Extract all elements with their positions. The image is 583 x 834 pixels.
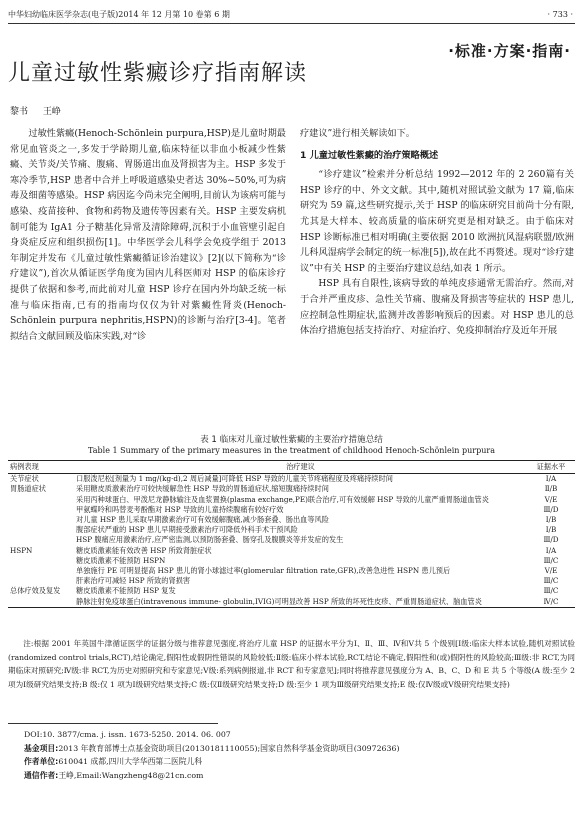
table-row (8, 505, 575, 515)
row-recommendation: 肝素治疗可减轻 HSP 所致的肾损害 (76, 576, 191, 586)
row-evidence-level: Ⅰ/A (545, 545, 557, 555)
row-recommendation: 对儿童 HSP 患儿采取早期激素治疗可有效缓解腹痛,减少肠套叠、肠出血等风险 (76, 515, 329, 525)
row-evidence-level: Ⅲ/C (543, 555, 559, 565)
table-note: 注:根据 2001 年英国牛津循证医学的证据分级与推荐意见强度,将治疗儿童 HSP 的证据水平分为Ⅰ、Ⅱ、Ⅲ、Ⅳ和Ⅴ共 5 个级别[Ⅰ级:临床大样本试验,随机对照试验(randomized control trials,RCT),结论确定,假阳性或假阴性错误的风险较低;Ⅱ级:临床小样本试验,RCT,结论不确定,假阳性和(或)假阴性的风险较高;Ⅲ级:非 RCT,为同期临床对照研究;Ⅳ级:非 RCT,为历史对照研究和专家意见;Ⅴ级:系列病例报道,非 RCT 和专家意见];同时将推荐意见强度分为 A、B、C、D 和 E 共 5 个等级(A 级:至少 2 项为Ⅰ级研究结果支持;B 级:仅 1 项为Ⅰ级研究结果支持;C 级:仅Ⅱ级研究结果支持;D 级:至少 1 项为Ⅲ级研究结果支持;E 级:仅Ⅳ级或Ⅴ级研究结果支持) (8, 639, 575, 689)
row-category: 总体疗效及复发 (10, 586, 61, 596)
row-evidence-level: Ⅲ/D (543, 504, 559, 514)
row-category (8, 576, 74, 586)
body-paragraph: HSP 具有自限性,该病导致的单纯皮疹通常无需治疗。然而,对于合并严重皮疹、急性关节痛、腹痛及肾损害等症状的 HSP 患儿,应控制急性期症状,监测并改善影响预后的因素。对 HSP 患儿的总体治疗措施包括支持治疗、对症治疗、免疫抑制治疗及近年开展 (300, 278, 574, 337)
authors: 黎书 王峥 (10, 107, 61, 117)
article-title: 儿童过敏性紫癜诊疗指南解读 (8, 61, 308, 86)
row-category (8, 597, 74, 608)
row-category (8, 566, 74, 576)
fund-label: 基金项目: (24, 743, 59, 753)
body-left-column (10, 126, 286, 344)
row-recommendation: HSP 腹痛应用激素治疗,应严密监测,以预防肠套叠、肠穿孔及腹膜炎等并发症的发生 (76, 535, 344, 545)
table-row (8, 576, 575, 586)
corr-text: 王峥,Email:Wangzheng48@21cn.com (58, 770, 204, 780)
unit-label: 作者单位: (24, 757, 59, 766)
treatment-table (8, 460, 575, 608)
row-recommendation: 糖皮质激素能有效改善 HSP 所致肾脏症状 (76, 545, 212, 555)
corr-label: 通信作者: (24, 770, 59, 780)
row-recommendation: 糖皮质激素不能预防 HSP 复发 (76, 586, 176, 596)
table-row (8, 535, 575, 545)
column-header: 病例表现 (8, 461, 74, 474)
table-row (8, 546, 575, 556)
table-header-row (8, 461, 575, 474)
column-header: 治疗建议 (74, 461, 527, 474)
table-row (8, 484, 575, 494)
row-category (8, 505, 74, 515)
corresponding-author-line (24, 769, 399, 783)
row-recommendation: 口服泼尼松[剂量为 1 mg/(kg·d),2 周后减量]可降低 HSP 导致的儿童关节疼痛程度及疼痛持续时间 (76, 474, 393, 484)
row-recommendation: 腹部症状严重的 HSP 患儿早期接受激素治疗可降低外科手术干预风险 (76, 525, 298, 535)
row-recommendation: 单独施行 PE 可明显提高 HSP 患儿的肾小球滤过率(glomerular filtration rate,GFR),改善急进性 HSPN 患儿预后 (76, 566, 451, 576)
column-tag: ·标准·方案·指南· (448, 42, 571, 60)
table-caption: 表 1 临床对儿童过敏性紫癜的主要治疗措施总结 (200, 435, 383, 445)
table-row (8, 597, 575, 608)
row-category (8, 525, 74, 535)
doi: DOI:10. 3877/cma. j. issn. 1673-5250. 2014. 06. 007 (24, 730, 231, 739)
row-recommendation: 采用丙种球蛋白、甲泼尼龙静脉输注及血浆置换(plasma exchange,PE)联合治疗,可有效缓解 HSP 导致的儿童严重胃肠道血管炎 (76, 494, 489, 504)
fund-line (24, 742, 399, 756)
row-recommendation: 采用糖皮质激素治疗可较快缓解急性 HSP 导致的胃肠道症状,缩短腹痛持续时间 (76, 484, 329, 494)
table-row (8, 474, 575, 485)
body-right-column (300, 126, 574, 339)
row-evidence-level: Ⅲ/C (543, 576, 559, 586)
row-evidence-level: Ⅴ/E (544, 494, 558, 504)
row-evidence-level: Ⅲ/D (543, 535, 559, 545)
fund-text: 2013 年教育部博士点基金资助项目(20130181110055);国家自然科学基金资助项目(30972636) (58, 743, 400, 753)
unit-text: 610041 成都,四川大学华西第二医院儿科 (58, 757, 203, 766)
table-row (8, 556, 575, 566)
row-category: 胃肠道症状 (10, 484, 46, 494)
running-header (8, 8, 575, 22)
table-row (8, 495, 575, 505)
row-category: HSPN (10, 545, 33, 555)
footnotes (24, 728, 399, 782)
page-number: · 733 · (547, 10, 573, 19)
table-row (8, 566, 575, 576)
footnote-rule (8, 723, 218, 724)
row-category (8, 495, 74, 505)
column-header: 证据水平 (527, 461, 575, 474)
row-category (8, 535, 74, 545)
row-category: 关节症状 (10, 474, 39, 484)
row-evidence-level: Ⅰ/B (545, 525, 557, 535)
table-caption-en: Table 1 Summary of the primary measures in the treatment of childhood Henoch-Schönlein purpura (88, 446, 495, 455)
body-paragraph: “诊疗建议”检索并分析总结 1992—2012 年的 2 260篇有关 HSP 诊疗的中、外文文献。其中,随机对照试验文献为 17 篇,临床研究为 59 篇,这些研究提示,关于 HSP 的临床研究目前尚十分有限,尤其是大样本、较高质量的临床研究更是相对缺乏。由于临床对 HSP 诊断标准已相对明确(主要依据 2010 欧洲抗风湿病联盟/欧洲儿科风湿病学会制定的统一标准[5]),故在此不再赘述。现对“诊疗建议”中有关 HSP 的主要治疗建议总结,如表 1 所示。 (300, 169, 574, 274)
row-category (8, 556, 74, 566)
table-row (8, 586, 575, 596)
intro-paragraph: 过敏性紫癜(Henoch-Schönlein purpura,HSP)是儿童时期最常见血管炎之一,多发于学龄期儿童,临床特征以非血小板减少性紫癜、关节炎/关节痛、腹痛、胃肠道出血及肾损害为主。HSP 多发于寒冷季节,HSP 患者中合并上呼吸道感染史者达 30%~50%,可为病毒及细菌等感染。HSP 病因迄今尚未完全阐明,目前认为该病可能与感染、疫苗接种、食物和药物及遗传等因素有关。HSP 主要发病机制可能为 IgA1 分子糖基化异常及清除障碍,沉积于小血管壁引起自身炎症反应和组织损伤[1]。中华医学会儿科学会免疫学组于 2013 年制定并发布《儿童过敏性紫癜循证诊治建议》[2](以下简称为“诊疗建议”),首次从循证医学角度为国内儿科医师对 HSP 的临床诊疗提供了依据和参考,而此前对儿童 HSP 诊疗在国内外均缺乏统一标准与临床指南,已有的指南均仅仅为针对紫癜性肾炎(Henoch-Schönlein purpura nephritis,HSPN)的诊断与治疗[3-4]。笔者拟结合文献回顾及临床实践,对“诊 (10, 128, 286, 342)
row-evidence-level: Ⅰ/B (545, 515, 557, 525)
row-recommendation: 糖皮质激素不能预防 HSPN (76, 555, 166, 565)
unit-line (24, 755, 399, 769)
row-evidence-level: Ⅲ/C (543, 586, 559, 596)
journal-name: 中华妇幼临床医学杂志(电子版)2014 年 12 月第 10 卷第 6 期 (8, 10, 230, 19)
intro-continuation: 疗建议”进行相关解读如下。 (300, 128, 415, 139)
row-category (8, 515, 74, 525)
row-evidence-level: Ⅳ/C (527, 597, 575, 608)
row-recommendation: 甲氨蝶呤和吗替麦考酚酯对 HSP 导致的儿童持续腹痛有较好疗效 (76, 504, 284, 514)
table-row (8, 525, 575, 535)
row-evidence-level: Ⅴ/E (544, 566, 558, 576)
row-evidence-level: Ⅰ/A (545, 474, 557, 484)
row-recommendation: 静脉注射免疫球蛋白(intravenous immune- globulin,IVIG)可明显改善 HSP 所致的坏死性皮疹、严重胃肠道症状、脑血管炎 (74, 597, 527, 608)
table-row (8, 515, 575, 525)
header-rule (8, 23, 575, 24)
row-evidence-level: Ⅱ/B (544, 484, 558, 494)
section-heading: 1 儿童过敏性紫癜的治疗策略概述 (300, 149, 439, 161)
